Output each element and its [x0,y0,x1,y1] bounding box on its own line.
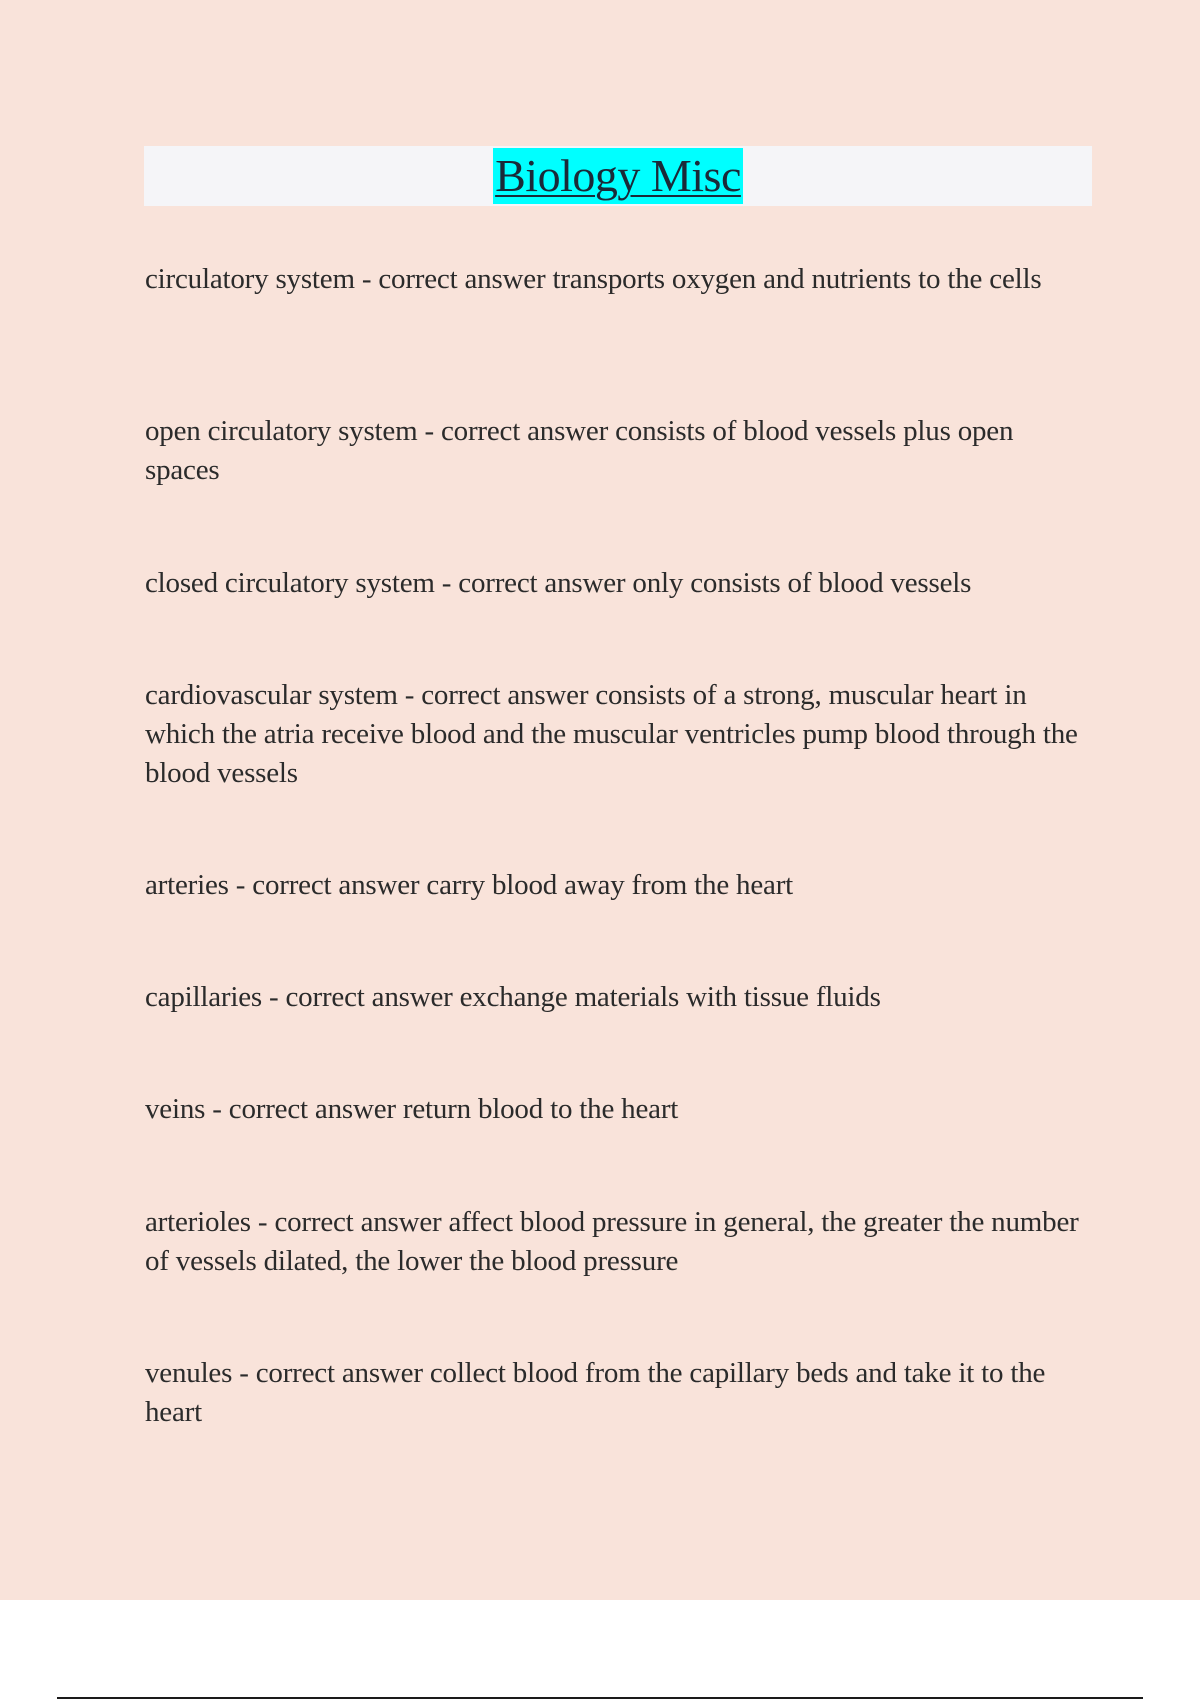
list-item: venules - correct answer collect blood from the capillary beds and take it to the heart [145,1357,1046,1428]
list-item: arteries - correct answer carry blood away from the heart [145,869,794,901]
page-title: Biology Misc [493,148,743,204]
list-item: closed circulatory system - correct answer only consists of blood vessels [145,567,972,599]
title-bar [144,146,1092,206]
list-item: circulatory system - correct answer transports oxygen and nutrients to the cells [145,263,1042,295]
list-item: open circulatory system - correct answer consists of blood vessels plus open spaces [145,415,1014,486]
list-item: capillaries - correct answer exchange materials with tissue fluids [145,981,881,1013]
list-item: veins - correct answer return blood to the heart [145,1093,679,1125]
list-item: arterioles - correct answer affect blood pressure in general, the greater the number of vessels dilated, the lower the blood pressure [145,1206,1079,1277]
list-item: cardiovascular system - correct answer consists of a strong, muscular heart in which the atria receive blood and the muscular ventricles pump blood through the blood vessels [145,679,1078,789]
footer-divider [57,1697,1143,1699]
